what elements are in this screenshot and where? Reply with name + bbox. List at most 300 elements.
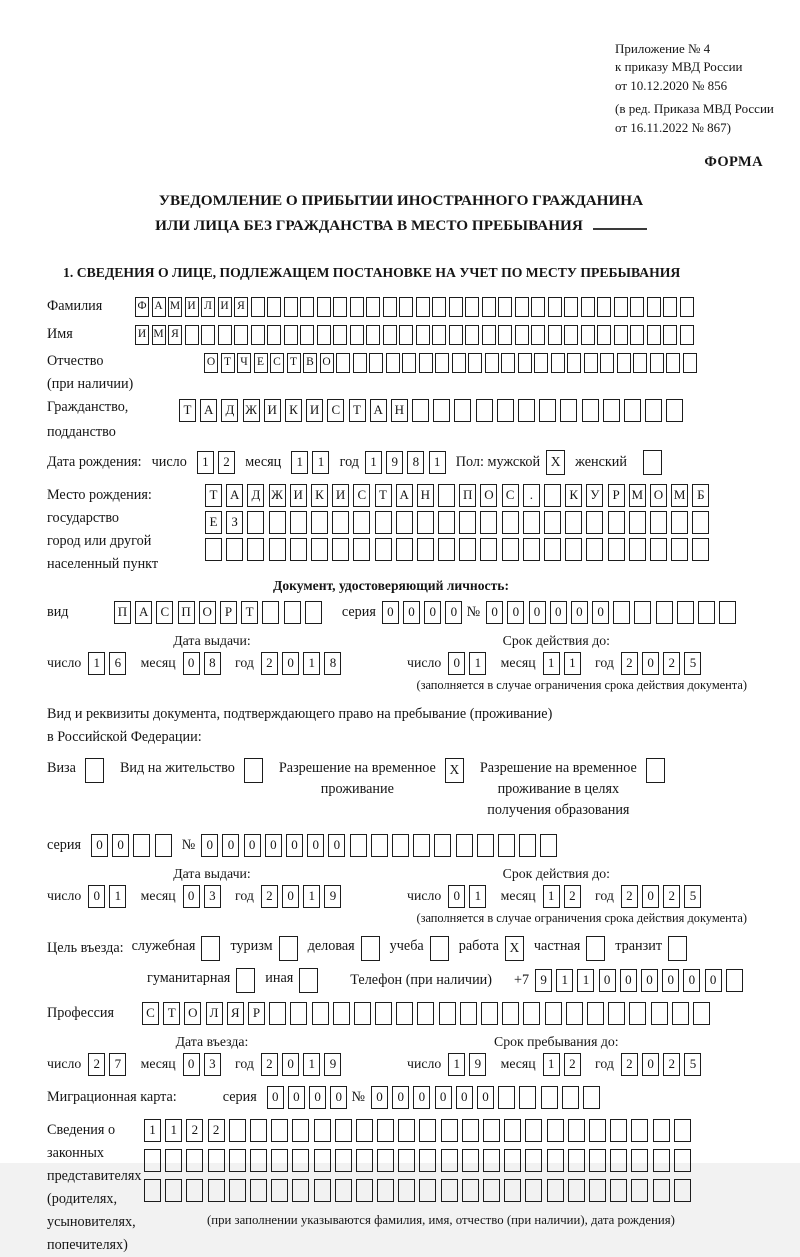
char-box	[271, 1119, 288, 1142]
visa-checkbox	[85, 758, 104, 783]
char-box: П	[114, 601, 131, 624]
char-box	[568, 1149, 585, 1172]
char-box	[417, 511, 434, 534]
representatives-row-3	[144, 1179, 695, 1202]
char-box	[692, 538, 709, 561]
appendix-line-3: от 10.12.2020 № 856	[615, 77, 728, 93]
char-box	[350, 325, 364, 345]
migration-card-label: Миграционная карта:	[47, 1088, 177, 1105]
char-box: Д	[247, 484, 264, 507]
char-box: Ж	[243, 399, 260, 422]
year-label: год	[235, 888, 254, 904]
char-box	[383, 325, 397, 345]
char-box	[674, 1119, 691, 1142]
char-box: 1	[577, 969, 594, 992]
char-box	[531, 297, 545, 317]
char-box	[666, 353, 680, 373]
char-box	[234, 325, 248, 345]
char-box: 0	[91, 834, 108, 857]
char-box	[452, 353, 466, 373]
char-box	[250, 1179, 267, 1202]
representatives-labels	[47, 1119, 144, 1257]
birth-place-labels	[47, 484, 205, 576]
char-box	[251, 297, 265, 317]
char-box	[269, 538, 286, 561]
surname-label: Фамилия	[47, 298, 103, 315]
expiry-note: (заполняется в случае ограничения срока действия документа)	[416, 677, 747, 692]
year-label: год	[595, 655, 614, 671]
char-box	[548, 297, 562, 317]
char-box	[519, 1086, 536, 1109]
char-box	[468, 353, 482, 373]
char-box: 2	[186, 1119, 203, 1142]
representatives-block	[47, 1119, 795, 1257]
char-box: 2	[564, 1053, 581, 1076]
char-box: Е	[254, 353, 268, 373]
char-box	[413, 834, 430, 857]
char-box: Ж	[269, 484, 286, 507]
char-box	[502, 1002, 519, 1025]
purpose-private: частная	[534, 936, 605, 961]
purpose-other: иная	[265, 968, 318, 993]
char-box: С	[502, 484, 519, 507]
char-box: 9	[324, 885, 341, 908]
char-box	[441, 1119, 458, 1142]
char-box: 0	[328, 834, 345, 857]
char-box	[502, 538, 519, 561]
purpose-official: служебная	[132, 936, 221, 961]
month-label: месяц	[140, 655, 176, 671]
char-box: 0	[382, 601, 399, 624]
sex-female-label: женский	[575, 453, 627, 470]
expiry-date-header: Срок действия до:	[502, 865, 610, 881]
purpose-study-checkbox	[430, 936, 449, 961]
char-box: С	[156, 601, 173, 624]
label-line: законных	[47, 1144, 104, 1161]
issue-date-header: Дата выдачи:	[173, 632, 251, 648]
char-box: И	[290, 484, 307, 507]
char-box: 1	[448, 1053, 465, 1076]
char-box: Я	[234, 297, 248, 317]
char-box	[419, 1149, 436, 1172]
entry-month-boxes	[183, 1053, 225, 1076]
birth-date-label: Дата рождения:	[47, 453, 142, 470]
char-box	[377, 1179, 394, 1202]
char-box: 0	[201, 834, 218, 857]
char-box	[610, 1179, 627, 1202]
char-box: 8	[204, 652, 221, 675]
year-label: год	[595, 1056, 614, 1072]
birth-place-block	[47, 484, 795, 576]
char-box: А	[370, 399, 387, 422]
char-box	[630, 297, 644, 317]
char-box	[476, 399, 493, 422]
char-box	[497, 399, 514, 422]
char-box	[186, 1179, 203, 1202]
char-box	[587, 1002, 604, 1025]
char-box	[719, 601, 736, 624]
char-box	[565, 511, 582, 534]
char-box	[483, 1149, 500, 1172]
char-box: М	[629, 484, 646, 507]
char-box: 0	[445, 601, 462, 624]
char-box: 1	[144, 1119, 161, 1142]
char-box	[610, 1149, 627, 1172]
char-box: О	[204, 353, 218, 373]
appendix-line-2: к приказу МВД России	[615, 59, 743, 75]
label-line: Место рождения:	[47, 486, 152, 503]
char-box	[462, 1119, 479, 1142]
char-box: А	[135, 601, 152, 624]
char-box: 1	[469, 885, 486, 908]
char-box: 0	[507, 601, 524, 624]
char-box	[262, 601, 279, 624]
identity-doc-heading: Документ, удостоверяющий личность:	[273, 577, 509, 593]
doc-number-boxes	[486, 601, 740, 624]
char-box	[547, 1149, 564, 1172]
char-box	[613, 601, 630, 624]
residence-doc-dates	[47, 866, 795, 908]
char-box: 0	[265, 834, 282, 857]
char-box: 0	[705, 969, 722, 992]
char-box: А	[200, 399, 217, 422]
char-box: О	[199, 601, 216, 624]
char-box: 1	[88, 652, 105, 675]
char-box	[267, 297, 281, 317]
char-box	[597, 297, 611, 317]
given-name-label: Имя	[47, 326, 73, 343]
char-box	[629, 538, 646, 561]
char-box	[617, 353, 631, 373]
label-line: город или другой	[47, 532, 152, 549]
char-box	[460, 1002, 477, 1025]
purpose-study: учеба	[390, 936, 449, 961]
char-box: 1	[109, 885, 126, 908]
char-box	[680, 325, 694, 345]
char-box	[610, 1119, 627, 1142]
purpose-business: деловая	[308, 936, 380, 961]
char-box: Я	[168, 325, 182, 345]
month-label: месяц	[140, 888, 176, 904]
entry-year-boxes	[261, 1053, 346, 1076]
char-box	[417, 538, 434, 561]
char-box	[608, 1002, 625, 1025]
purpose-work-checkbox: X	[505, 936, 524, 961]
char-box	[603, 399, 620, 422]
issue-day-boxes	[88, 885, 130, 908]
char-box	[544, 538, 561, 561]
char-box: 6	[109, 652, 126, 675]
given-name-row	[47, 325, 795, 345]
char-box: Ф	[135, 297, 149, 317]
residence-number-boxes	[201, 834, 561, 857]
char-box: 1	[303, 652, 320, 675]
char-box	[608, 511, 625, 534]
revision-line-2: от 16.11.2022 № 867)	[615, 119, 732, 135]
char-box: Б	[692, 484, 709, 507]
char-box: Т	[375, 484, 392, 507]
expiry-month-boxes	[543, 652, 585, 675]
doc-kind-label: вид	[47, 603, 69, 620]
char-box: 2	[208, 1119, 225, 1142]
char-box	[226, 538, 243, 561]
char-box	[534, 353, 548, 373]
char-box	[247, 511, 264, 534]
residence-doc-series-row	[47, 834, 795, 857]
char-box	[416, 297, 430, 317]
char-box	[155, 834, 172, 857]
residence-permit-option	[120, 758, 263, 783]
char-box	[314, 1119, 331, 1142]
phone-boxes	[535, 969, 747, 992]
char-box	[144, 1149, 161, 1172]
char-box	[653, 1179, 670, 1202]
form-title-line-2: ИЛИ ЛИЦА БЕЗ ГРАЖДАНСТВА В МЕСТО ПРЕБЫВАНИЯ	[47, 214, 755, 238]
char-box	[589, 1119, 606, 1142]
char-box: М	[671, 484, 688, 507]
char-box	[548, 325, 562, 345]
char-box	[399, 325, 413, 345]
char-box	[412, 399, 429, 422]
char-box	[482, 325, 496, 345]
char-box	[564, 325, 578, 345]
birth-month-boxes	[291, 451, 333, 474]
day-label: число	[407, 655, 442, 671]
form-label: ФОРМА	[704, 154, 763, 171]
char-box	[523, 538, 540, 561]
entry-date-header: Дата въезда:	[175, 1033, 249, 1049]
char-box	[581, 297, 595, 317]
label-line: населенный пункт	[47, 555, 159, 572]
char-box: 1	[543, 885, 560, 908]
char-box: 0	[435, 1086, 452, 1109]
profession-boxes	[142, 1002, 714, 1025]
char-box	[290, 1002, 307, 1025]
char-box: 2	[621, 652, 638, 675]
identity-issue-group	[47, 633, 377, 675]
char-box	[419, 1179, 436, 1202]
char-box	[353, 511, 370, 534]
char-box	[375, 1002, 392, 1025]
char-box	[441, 1179, 458, 1202]
char-box: Н	[391, 399, 408, 422]
char-box: 0	[424, 601, 441, 624]
char-box	[335, 1149, 352, 1172]
birth-place-row-2	[205, 511, 714, 534]
label-line: государство	[47, 509, 120, 526]
char-box: 2	[663, 885, 680, 908]
char-box	[631, 1149, 648, 1172]
char-box	[459, 538, 476, 561]
month-label: месяц	[500, 1056, 536, 1072]
char-box	[350, 834, 367, 857]
char-box	[311, 511, 328, 534]
char-box	[631, 1179, 648, 1202]
purpose-tourism-checkbox	[279, 936, 298, 961]
char-box	[565, 538, 582, 561]
char-box	[518, 353, 532, 373]
char-box: 8	[324, 652, 341, 675]
char-box: 0	[392, 1086, 409, 1109]
char-box	[680, 297, 694, 317]
residence-doc-options	[47, 758, 795, 822]
char-box	[650, 353, 664, 373]
char-box: К	[565, 484, 582, 507]
char-box	[435, 353, 449, 373]
stay-until-group	[407, 1034, 706, 1076]
series-label: серия	[47, 836, 81, 853]
char-box: Р	[608, 484, 625, 507]
entry-dates	[47, 1034, 795, 1076]
char-box: Т	[287, 353, 301, 373]
temp-residence-label	[279, 758, 436, 801]
temp-residence-option	[279, 758, 464, 801]
char-box	[483, 1119, 500, 1142]
char-box	[417, 1002, 434, 1025]
char-box	[504, 1179, 521, 1202]
char-box: И	[218, 297, 232, 317]
migration-number-boxes	[371, 1086, 604, 1109]
surname-row	[47, 297, 795, 317]
char-box	[586, 511, 603, 534]
char-box	[356, 1149, 373, 1172]
char-box	[398, 1179, 415, 1202]
char-box	[589, 1179, 606, 1202]
char-box: .	[523, 484, 540, 507]
entry-purpose-label: Цель въезда:	[47, 939, 124, 956]
char-box	[629, 1002, 646, 1025]
char-box: И	[332, 484, 349, 507]
phone-label: Телефон (при наличии)	[350, 971, 492, 988]
char-box: 2	[261, 1053, 278, 1076]
char-box: Е	[205, 511, 222, 534]
char-box	[501, 353, 515, 373]
char-box: 1	[543, 652, 560, 675]
citizenship-row	[47, 399, 795, 441]
char-box	[539, 399, 556, 422]
char-box	[671, 511, 688, 534]
char-box	[290, 538, 307, 561]
char-box: 0	[244, 834, 261, 857]
char-box	[353, 353, 367, 373]
char-box	[545, 1002, 562, 1025]
char-box	[335, 1119, 352, 1142]
day-label: число	[407, 1056, 442, 1072]
char-box: 0	[641, 969, 658, 992]
char-box	[633, 353, 647, 373]
char-box: 0	[307, 834, 324, 857]
char-box: 3	[204, 1053, 221, 1076]
char-box: 0	[183, 885, 200, 908]
char-box: О	[320, 353, 334, 373]
char-box	[438, 538, 455, 561]
char-box: 0	[282, 1053, 299, 1076]
char-box: 0	[222, 834, 239, 857]
char-box: Т	[349, 399, 366, 422]
stay-month-boxes	[543, 1053, 585, 1076]
char-box	[481, 1002, 498, 1025]
char-box	[523, 1002, 540, 1025]
char-box: И	[264, 399, 281, 422]
char-box	[369, 353, 383, 373]
char-box	[698, 601, 715, 624]
day-label: число	[407, 888, 442, 904]
temp-residence-checkbox: X	[445, 758, 464, 783]
issue-year-boxes	[261, 652, 346, 675]
char-box	[480, 538, 497, 561]
char-box: 1	[556, 969, 573, 992]
profession-label: Профессия	[47, 1004, 114, 1021]
purpose-official-checkbox	[201, 936, 220, 961]
issue-day-boxes	[88, 652, 130, 675]
char-box: И	[135, 325, 149, 345]
char-box	[305, 601, 322, 624]
char-box: Т	[241, 601, 258, 624]
char-box	[396, 511, 413, 534]
char-box	[218, 325, 232, 345]
birth-place-row-3	[205, 538, 714, 561]
char-box	[650, 538, 667, 561]
char-box	[398, 1119, 415, 1142]
char-box	[692, 511, 709, 534]
char-box	[284, 601, 301, 624]
char-box: К	[285, 399, 302, 422]
sex-female-checkbox	[643, 450, 662, 475]
patronymic-label-note: (при наличии)	[47, 375, 134, 392]
char-box	[229, 1149, 246, 1172]
char-box	[560, 399, 577, 422]
expiry-day-boxes	[448, 885, 490, 908]
char-box	[377, 1119, 394, 1142]
residence-series-boxes	[91, 834, 176, 857]
stay-until-header: Срок пребывания до:	[494, 1033, 619, 1049]
revision-line-1: (в ред. Приказа МВД России	[615, 101, 774, 117]
char-box: 0	[456, 1086, 473, 1109]
char-box: 0	[599, 969, 616, 992]
char-box: С	[353, 484, 370, 507]
char-box	[186, 1149, 203, 1172]
citizenship-label: Гражданство, подданство	[47, 398, 129, 440]
char-box	[683, 353, 697, 373]
appendix-note	[615, 40, 800, 137]
day-label: число	[151, 453, 187, 470]
residence-issue-group	[47, 866, 377, 908]
char-box: О	[480, 484, 497, 507]
char-box	[515, 297, 529, 317]
char-box	[518, 399, 535, 422]
char-box	[614, 325, 628, 345]
char-box	[630, 325, 644, 345]
char-box	[693, 1002, 710, 1025]
char-box: Т	[221, 353, 235, 373]
label-line: попечителях)	[47, 1236, 128, 1253]
char-box	[432, 325, 446, 345]
char-box	[449, 297, 463, 317]
char-box	[567, 353, 581, 373]
purpose-work: работа X	[459, 936, 524, 961]
label-line: (родителях,	[47, 1190, 118, 1207]
month-label: месяц	[140, 1056, 176, 1072]
char-box: 2	[88, 1053, 105, 1076]
birth-year-boxes	[365, 451, 450, 474]
patronymic-row	[47, 353, 795, 393]
label-line: Разрешение на временное	[479, 759, 637, 776]
char-box: 0	[330, 1086, 347, 1109]
char-box: 0	[486, 601, 503, 624]
char-box	[439, 1002, 456, 1025]
char-box	[462, 1149, 479, 1172]
purpose-private-checkbox	[586, 936, 605, 961]
